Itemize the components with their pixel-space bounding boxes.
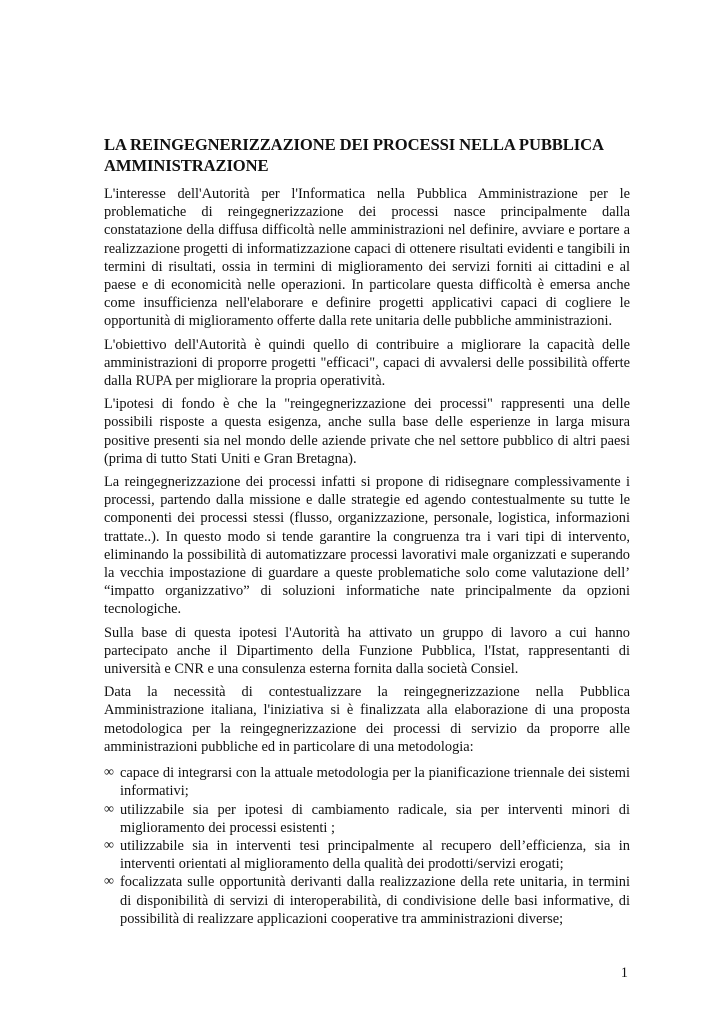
list-item — [104, 837, 630, 873]
document-page — [104, 134, 630, 928]
list-item-text: utilizzabile sia in interventi tesi principalmente al recupero dell’efficienza, sia in interventi orientati al miglioramento della qualità dei prodotti/servizi erogati; — [120, 837, 630, 873]
list-item — [104, 764, 630, 800]
list-item-text: utilizzabile sia per ipotesi di cambiamento radicale, sia per interventi minori di miglioramento dei processi esistenti ; — [120, 801, 630, 836]
paragraph-6: Data la necessità di contestualizzare la reingegnerizzazione nella Pubblica Amministrazione italiana, l'iniziativa si è finalizzata alla elaborazione di una proposta metodologica per la reingegnerizzazione dei processi di servizio da proporre alle amministrazioni pubbliche ed in particolare di una metodologia: — [104, 684, 630, 755]
list-item-text: focalizzata sulle opportunità derivanti dalla realizzazione della rete unitaria, in termini di disponibilità di servizi di interoperabilità, di condivisione delle basi informative, di possibilità di realizzare applicazioni cooperative tra amministrazioni diverse; — [120, 874, 630, 927]
paragraph-5: Sulla base di questa ipotesi l'Autorità ha attivato un gruppo di lavoro a cui hanno partecipato anche il Dipartimento della Funzione Pubblica, l'Istat, rappresentanti di università e CNR e una consulenza esterna fornita dalla società Consiel. — [104, 624, 630, 678]
document-title: LA REINGEGNERIZZAZIONE DEI PROCESSI NELLA PUBBLICA AMMINISTRAZIONE — [104, 135, 603, 175]
page-number: 1 — [620, 965, 628, 981]
list-item-text: capace di integrarsi con la attuale metodologia per la pianificazione triennale dei sistemi informativi; — [120, 765, 630, 800]
paragraph-1: L'interesse dell'Autorità per l'Informatica nella Pubblica Amministrazione per le problematiche di reingegnerizzazione dei processi nasce principalmente dalla constatazione della diffusa difficoltà nelle amministrazioni nel definire, avviare e portare a realizzazione progetti di informatizzazione capaci di ottenere risultati evidenti e tangibili in termini di risultati, ossia in termini di miglioramento dei servizi forniti ai cittadini e al paese e di economicità nelle operazioni. In particolare questa difficoltà è emersa anche come insufficienza nell'elaborare e definire progetti applicativi capaci di cogliere le opportunità di miglioramento offerte dalla rete unitaria delle pubbliche amministrazioni. — [104, 186, 630, 330]
infinity-bullet-icon: ∞ — [104, 874, 114, 890]
infinity-bullet-icon: ∞ — [104, 765, 114, 781]
paragraph-3: L'ipotesi di fondo è che la "reingegnerizzazione dei processi" rappresenti una delle possibili risposte a questa esigenza, anche sulla base delle esperienze in larga misura positive presenti sia nel mondo delle aziende private che nel settore pubblico di altri paesi (prima di tutto Stati Uniti e Gran Bretagna). — [104, 396, 630, 467]
list-item — [104, 873, 630, 928]
infinity-bullet-icon: ∞ — [104, 801, 114, 817]
infinity-bullet-icon: ∞ — [104, 837, 114, 853]
paragraph-2: L'obiettivo dell'Autorità è quindi quello di contribuire a migliorare la capacità delle amministrazioni di proporre progetti "efficaci", capaci di avvalersi delle possibilità offerte dalla RUPA per migliorare la propria operatività. — [104, 336, 630, 390]
bullet-list — [104, 764, 630, 928]
list-item — [104, 801, 630, 837]
paragraph-4: La reingegnerizzazione dei processi infatti si propone di ridisegnare complessivamente i processi, partendo dalla missione e dalle strategie ed agendo contestualmente su tutte le componenti dei processi stessi (flusso, organizzazione, personale, logistica, informazioni trattate..). In questo modo si tende garantire la congruenza tra i vari tipi di intervento, eliminando la possibilità di automatizzare processi lavorativi male organizzati e superando la vecchia impostazione di guardare a queste problematiche solo come valutazione dell’ “impatto organizzativo” di soluzioni informatiche nate principalmente da opzioni tecnologiche. — [104, 474, 630, 618]
